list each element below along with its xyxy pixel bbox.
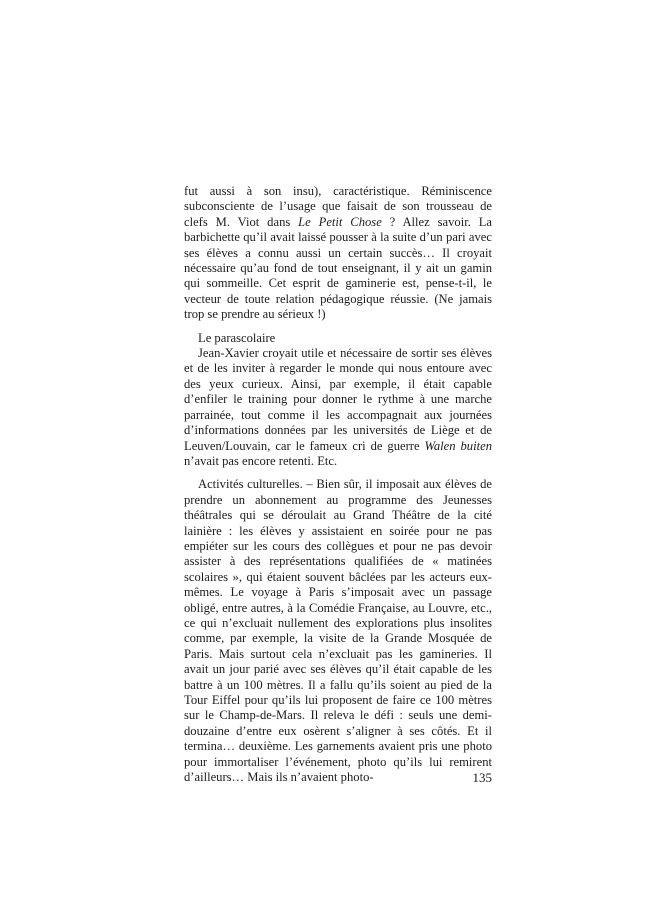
section-heading: Le parascolaire [198, 330, 276, 345]
body-text [184, 184, 492, 785]
slogan: Walen buiten [424, 438, 492, 453]
paragraph: Jean-Xavier croyait utile et nécessaire de sortir ses élèves et de les inviter à regarder le monde qui nous entoure avec des yeux curieux. Ainsi, par exemple, il était capable d’enfiler le training pour donner le rythme à une marche parrainée, tout comme il les accompagnait aux journées d’informations données par les universités de Liège et de Leuven/Louvain, car le fameux cri de guerre Walen buiten n’avait pas encore retenti. Etc. [184, 346, 492, 468]
page-number: 135 [472, 770, 492, 785]
paragraph: fut aussi à son insu), caractéristique. Réminiscence subconsciente de l’usage que faisait de son trousseau de clefs M. Viot dans Le Petit Chose ? Allez savoir. La barbichette qu’il avait laissé pousser à la suite d’un pari avec ses élèves a connu aussi un certain succès… Il croyait nécessaire qu’au fond de tout enseignant, il y ait un gamin qui sommeille. Cet esprit de gaminerie est, pense-t-il, le vecteur de toute relation pédagogique réussie. (Ne jamais trop se prendre au sérieux !) [184, 184, 493, 322]
paragraph: Activités culturelles. – Bien sûr, il imposait aux élèves de prendre un abonnement au programme des Jeunesses théâtrales qui se déroulait au Grand Théâtre de la cité lainière : les élèves y assistaient en soirée pour ne pas empiéter sur les cours des collègues et pour ne pas devoir assister à des représentations qualifiées de « matinées scolaires », qui étaient souvent bâclées par les acteurs eux-mêmes. Le voyage à Paris s’imposait avec un passage obligé, entre autres, à la Comédie Française, au Louvre, etc., ce qui n’excluait nullement des explorations plus insolites comme, par exemple, la visite de la Grande Mosquée de Paris. Mais surtout cela n’excluait pas les gamineries. Il avait un jour parié avec ses élèves qu’il était capable de les battre à un 100 mètres. Il a fallu qu’ils soient au pied de la Tour Eiffel pour qu’ils lui proposent de faire ce 100 mètres sur le Champ-de-Mars. Il releva le défi : seuls une demi-douzaine d’entre eux osèrent s’aligner à ses côtés. Et il termina… deuxième. Les garnements avaient pris une photo pour immortaliser l’événement, photo qu’ils lui remirent d’ailleurs… Mais ils n’avaient photo- [184, 477, 492, 785]
book-title: Le Petit Chose [298, 214, 382, 229]
